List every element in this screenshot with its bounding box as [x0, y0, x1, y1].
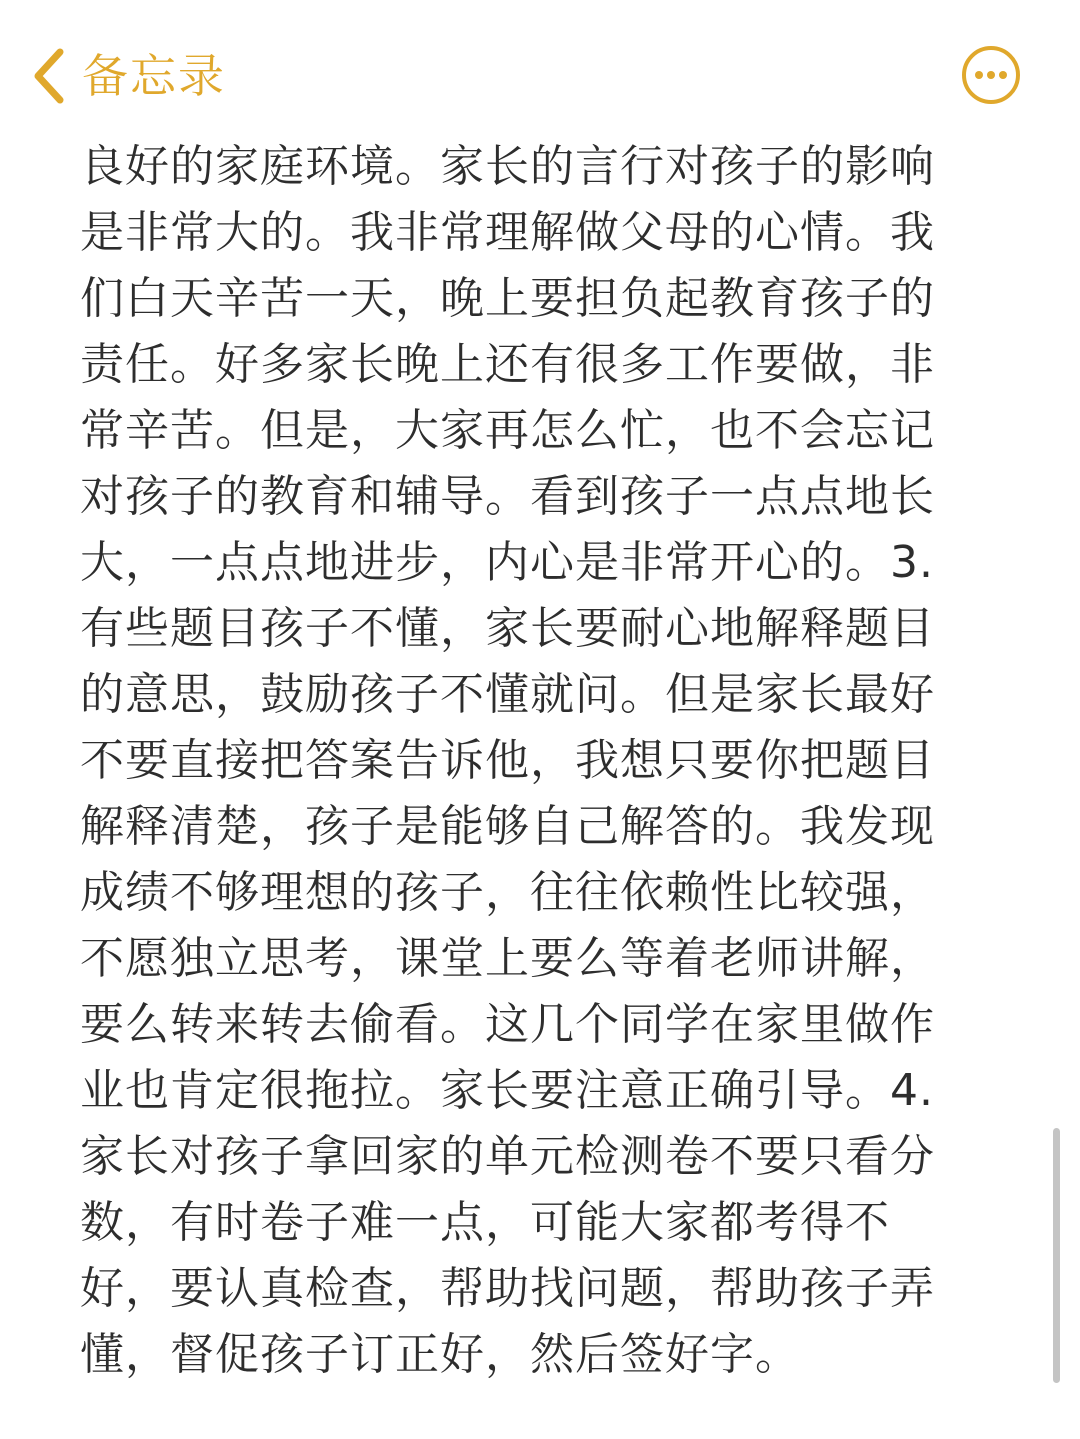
note-line: 不愿独立思考，课堂上要么等着老师讲解， [80, 933, 935, 984]
note-line: 有些题目孩子不懂，家长要耐心地解释题目 [80, 603, 935, 654]
note-line: 家长对孩子拿回家的单元检测卷不要只看分 [80, 1131, 935, 1182]
note-line: 责任。好多家长晚上还有很多工作要做，非 [80, 339, 935, 390]
note-line: 大，一点点地进步，内心是非常开心的。3. [80, 537, 934, 588]
note-line: 常辛苦。但是，大家再怎么忙，也不会忘记 [80, 405, 935, 456]
note-line: 解释清楚，孩子是能够自己解答的。我发现 [80, 801, 935, 852]
note-body-text[interactable] [80, 134, 975, 1388]
note-line: 成绩不够理想的孩子，往往依赖性比较强， [80, 867, 935, 918]
note-line: 良好的家庭环境。家长的言行对孩子的影响 [80, 141, 935, 192]
note-line: 的意思，鼓励孩子不懂就问。但是家长最好 [80, 669, 935, 720]
navigation-bar [0, 0, 1080, 140]
ellipsis-circle-icon [960, 44, 1022, 106]
vertical-scrollbar[interactable] [1053, 1128, 1060, 1383]
note-line: 业也肯定很拖拉。家长要注意正确引导。4. [80, 1065, 934, 1116]
back-label: 备忘录 [82, 49, 226, 103]
note-line: 好，要认真检查，帮助找问题，帮助孩子弄 [80, 1263, 935, 1314]
chevron-left-icon [28, 44, 68, 108]
back-button[interactable] [28, 44, 226, 108]
note-line: 们白天辛苦一天，晚上要担负起教育孩子的 [80, 273, 935, 324]
more-options-button[interactable] [960, 44, 1022, 106]
note-line: 对孩子的教育和辅导。看到孩子一点点地长 [80, 471, 935, 522]
note-line: 不要直接把答案告诉他，我想只要你把题目 [80, 735, 935, 786]
note-line: 懂，督促孩子订正好，然后签好字。 [80, 1329, 800, 1380]
note-line: 要么转来转去偷看。这几个同学在家里做作 [80, 999, 935, 1050]
note-line: 数，有时卷子难一点，可能大家都考得不 [80, 1197, 890, 1248]
note-line: 是非常大的。我非常理解做父母的心情。我 [80, 207, 935, 258]
